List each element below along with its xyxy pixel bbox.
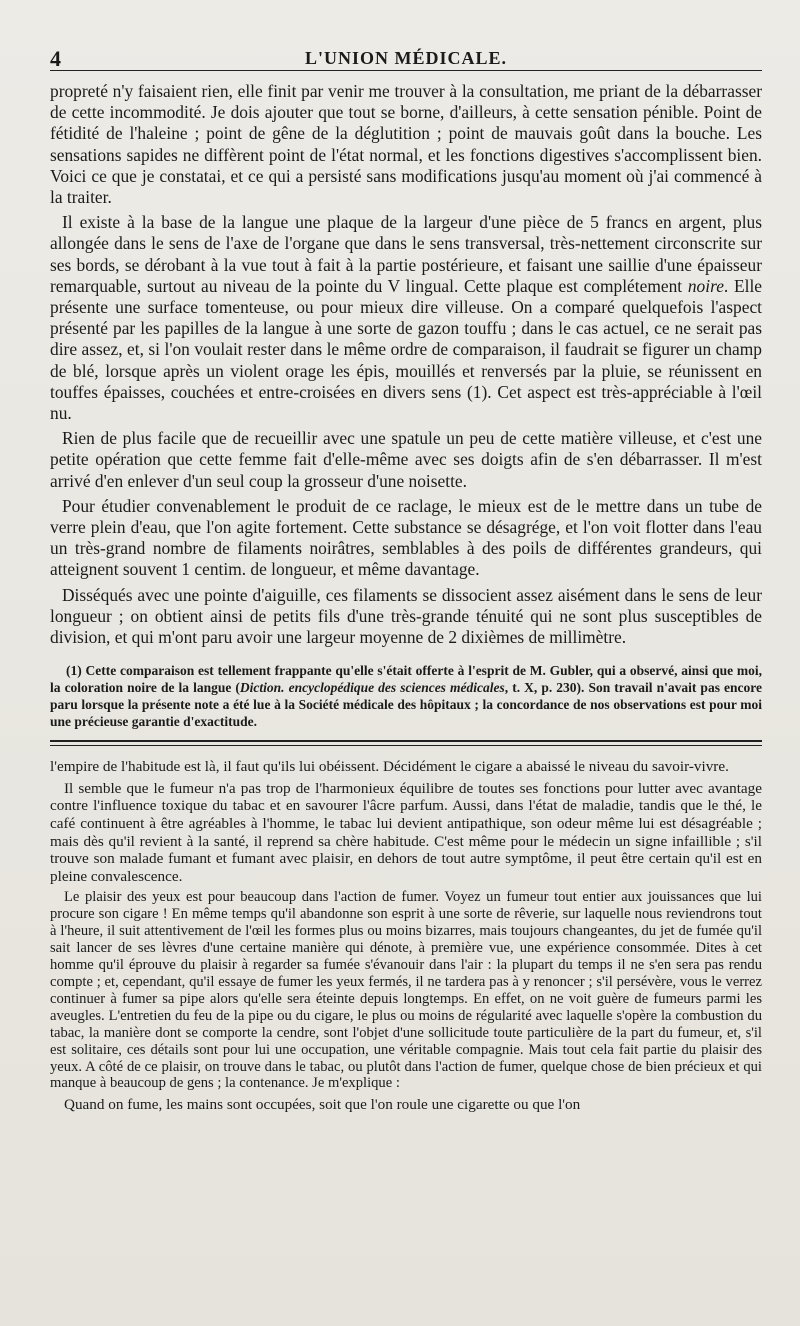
feuilleton-paragraph: l'empire de l'habitude est là, il faut qu'ils lui obéissent. Décidément le cigare a abaissé le niveau du savoir-vivre. [50,758,729,776]
article-paragraph: propreté n'y faisaient rien, elle finit par venir me trouver à la consultation, me priant de la débarrasser de cette incommodité. Je dois ajouter que tout se borne, d'ailleurs, à cette sensation pénible. Point de fétidité de l'haleine ; point de gêne de la déglutition ; point de mauvais goût dans la bouche. Les sensations sapides ne diffèrent point de l'état normal, et les fonctions digestives s'accomplissent bien. Voici ce que je constatai, et ce qui a persisté sans modifications jusqu'au moment où j'ai commencé à la traiter. [50,81,762,208]
article-paragraph: Pour étudier convenablement le produit de ce raclage, le mieux est de le mettre dans un tube de verre plein d'eau, que l'on agite fortement. Cette substance se désagrége, et l'on voit flotter dans l'eau un très-grand nombre de filaments noirâtres, semblables à des poils de différentes grandeurs, qui atteignent souvent 1 centim. de longueur, et même davantage. [50,495,762,580]
feuilleton-paragraph: Il semble que le fumeur n'a pas trop de l'harmonieux équilibre de toutes ses fonctions pour lutter avec avantage contre l'influence toxique du tabac et en savourer l'âcre parfum. Aussi, dans l'état de maladie, tandis que le thé, le café continuent à être agréables à l'homme, le tabac lui devient antipathique, son odeur même lui est désagréable ; mais dès qu'il revient à la santé, il reprend sa chère habitude. C'est même pour le médecin un signe infaillible ; s'il trouve son malade fumant et fumant avec plaisir, en dehors de tout autre symptôme, il peut être certain qu'il est en pleine convalescence. [50,779,762,885]
article-body [50,81,762,648]
italic-citation: Diction. encyclopédique des sciences médicales [239,680,505,696]
article-paragraph: Disséqués avec une pointe d'aiguille, ces filaments se dissocient assez aisément dans le sens de leur longueur ; on obtient ainsi de petits fils d'une très-grande ténuité qui ne sont plus susceptibles de division, et qui m'ont paru avoir une largeur moyenne de 2 dixièmes de millimètre. [50,584,762,648]
article-paragraph: Rien de plus facile que de recueillir avec une spatule un peu de cette matière villeuse, et c'est une petite opération que cette femme fait d'elle-même avec ses doigts afin de s'en débarrasser. Il m'est arrivé d'en enlever d'un seul coup la grosseur d'une noisette. [50,428,762,491]
article-paragraph [50,212,762,424]
italic-term: noire [687,275,724,296]
text-run: (1) Cette comparaison est tellement frappante qu'elle s'était offerte à l'esprit de M. Gubler, qui a observé, ainsi que moi, la coloration noire de la langue ( [50,663,762,696]
page-number: 4 [50,46,61,71]
page-header [50,40,762,71]
section-divider [50,740,762,746]
footnote-text [50,662,762,730]
text-run: Il existe à la base de la langue une plaque de la largeur d'une pièce de 5 francs en argent, plus allongée dans le sens de l'axe de l'organe que dans le sens transversal, très-nettement circonscrite sur ses bords, se dérobant à la vue tout à fait à la partie postérieure, et faisant une saillie d'une épaisseur remarquable, surtout au niveau de la pointe du V lingual. Cette plaque est complétement [50,212,762,296]
feuilleton-paragraph: Quand on fume, les mains sont occupées, soit que l'on roule une cigarette ou que l'on [64,1096,581,1114]
feuilleton-body [50,758,762,1114]
text-run: , t. X, p. 230). Son travail n'avait pas encore paru lorsque la présente note a été lue à la Société médicale des hôpitaux ; la concordance de nos observations est pour moi une précieuse garantie d'exactitude. [50,680,762,730]
text-run: . Elle présente une surface tomenteuse, ou pour mieux dire villeuse. On a comparé quelquefois l'aspect présenté par les papilles de la langue à une sorte de gazon touffu ; dans le cas actuel, ce ne serait pas dire assez, et, si l'on voulait rester dans le même ordre de comparaison, il faudrait se figurer un champ de blé, lorsque après un violent orage les épis, mouillés et renversés par la pluie, se réunissent en touffes épaisses, couchées et entre-croisées en divers sens (1). Cet aspect est très-appréciable à l'œil nu. [50,275,763,424]
feuilleton-paragraph: Le plaisir des yeux est pour beaucoup dans l'action de fumer. Voyez un fumeur tout entier aux jouissances que lui procure son cigare ! En même temps qu'il abandonne son esprit à une sorte de rêverie, sur laquelle nous reviendrons tout à l'heure, il suit attentivement de l'œil les formes plus ou moins bizarres, mais toujours changeantes, du jet de fumée qu'il sait lancer de ses lèvres d'une certaine manière qui dénote, à première vue, une expérience consommée. Dites à cet homme qu'il éprouve du plaisir à regarder sa fumée s'évanouir dans l'air : la plupart du temps il ne s'en sera pas rendu compte ; et, cependant, qu'il essaye de fumer les yeux fermés, il ne tardera pas à y renoncer ; s'il persévère, vous le verrez continuer à fumer sa pipe alors qu'elle sera éteinte depuis longtemps. En effet, on ne voit guère de fumeurs parmi les aveugles. L'entretien du feu de la pipe ou du cigare, le plus ou moins de régularité avec laquelle s'opère la combustion du tabac, la manière dont se comporte la cendre, sont l'objet d'une sollicitude toute particulière de la part du fumeur, et, s'il est solitaire, ces détails sont pour lui une occupation, une véritable compagnie. Mais tout cela fait partie du plaisir des yeux. A côté de ce plaisir, on trouve dans le tabac, ou plutôt dans l'action de fumer, quelque chose de bien précieux et qui manque à beaucoup de gens ; la contenance. Je m'explique : [50,889,762,1092]
footnote [50,662,762,730]
running-title: L'UNION MÉDICALE. [304,48,508,68]
